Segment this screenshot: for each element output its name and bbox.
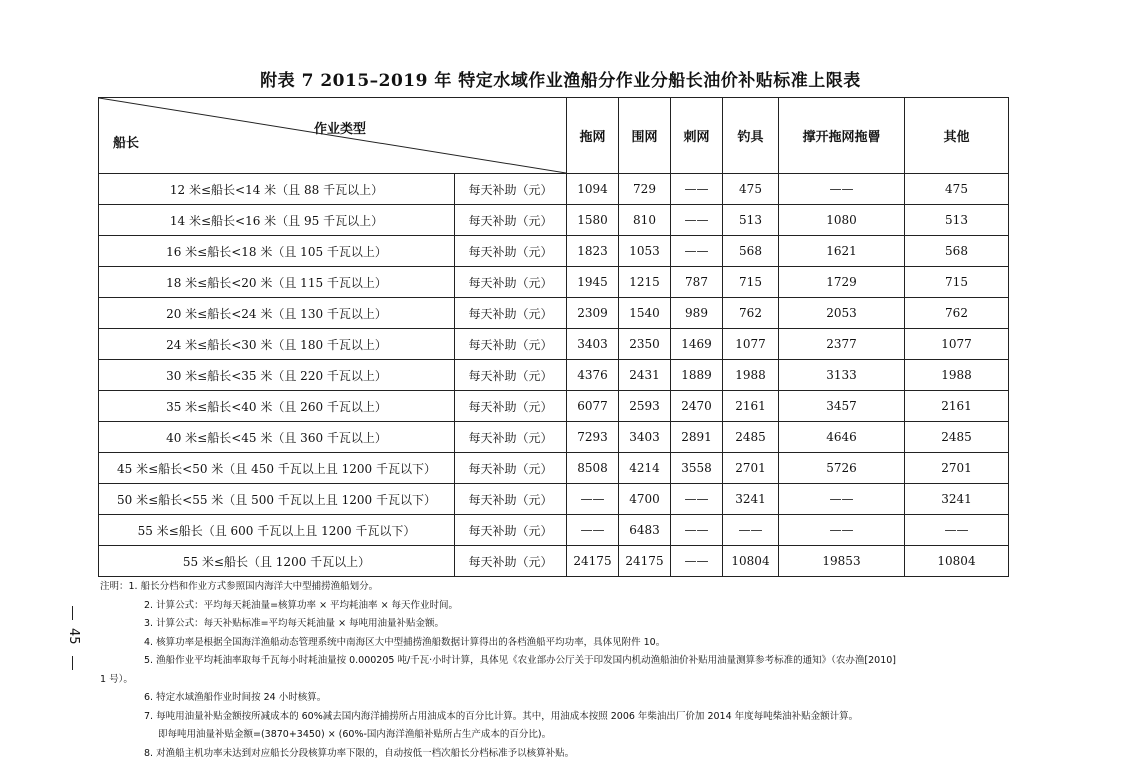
table-cell: 2350 (619, 329, 671, 360)
table-cell: 989 (671, 298, 723, 329)
table-cell: 1945 (567, 267, 619, 298)
row-label: 20 米≤船长<24 米（且 130 千瓦以上） (99, 298, 455, 329)
column-header: 钓具 (723, 98, 779, 174)
table-cell: 10804 (905, 546, 1009, 577)
document-title: 附表 7 2015–2019 年 特定水域作业渔船分作业分船长油价补贴标准上限表 (260, 71, 861, 91)
table-cell: 1540 (619, 298, 671, 329)
table-cell: —— (905, 515, 1009, 546)
table-cell: —— (779, 515, 905, 546)
table-cell: 3241 (723, 484, 779, 515)
table-cell: 1080 (779, 205, 905, 236)
table-cell: 475 (905, 174, 1009, 205)
table-cell: 715 (905, 267, 1009, 298)
row-label: 50 米≤船长<55 米（且 500 千瓦以上且 1200 千瓦以下） (99, 484, 455, 515)
row-unit: 每天补助（元） (455, 236, 567, 267)
note-line: 4. 核算功率是根据全国海洋渔船动态管理系统中南海区大中型捕捞渔船数据计算得出的各档渔船平均功率，具体见附件 10。 (144, 636, 666, 648)
table-cell: 2470 (671, 391, 723, 422)
table-cell: 2485 (723, 422, 779, 453)
table-cell: 3403 (619, 422, 671, 453)
corner-label-type: 作业类型 (313, 122, 366, 137)
table-cell: 2431 (619, 360, 671, 391)
table-cell: —— (567, 484, 619, 515)
row-unit: 每天补助（元） (455, 329, 567, 360)
table-cell: 24175 (567, 546, 619, 577)
row-label: 24 米≤船长<30 米（且 180 千瓦以上） (99, 329, 455, 360)
table-cell: 1077 (905, 329, 1009, 360)
note-line: 注明：1. 船长分档和作业方式参照国内海洋大中型捕捞渔船划分。 (100, 581, 379, 592)
table-row (99, 391, 1009, 422)
table-row (99, 484, 1009, 515)
row-unit: 每天补助（元） (455, 484, 567, 515)
table-cell: 1580 (567, 205, 619, 236)
table-row (99, 515, 1009, 546)
table-cell: 729 (619, 174, 671, 205)
column-header: 刺网 (671, 98, 723, 174)
table-row (99, 546, 1009, 577)
table-row (99, 174, 1009, 205)
table-cell: 1215 (619, 267, 671, 298)
table-cell: —— (671, 205, 723, 236)
table-cell: 1889 (671, 360, 723, 391)
table-cell: 4700 (619, 484, 671, 515)
page-number-rule (72, 656, 73, 670)
row-label: 35 米≤船长<40 米（且 260 千瓦以上） (99, 391, 455, 422)
row-label: 14 米≤船长<16 米（且 95 千瓦以上） (99, 205, 455, 236)
table-cell: —— (671, 484, 723, 515)
table-cell: 1729 (779, 267, 905, 298)
table-cell: 4376 (567, 360, 619, 391)
table-cell: 3241 (905, 484, 1009, 515)
table-row (99, 267, 1009, 298)
table-cell: —— (779, 174, 905, 205)
table-cell: 2309 (567, 298, 619, 329)
row-label: 16 米≤船长<18 米（且 105 千瓦以上） (99, 236, 455, 267)
table-cell: 3403 (567, 329, 619, 360)
table-row (99, 329, 1009, 360)
table-cell: 810 (619, 205, 671, 236)
table-body (99, 174, 1009, 577)
table-cell: 568 (905, 236, 1009, 267)
row-label: 55 米≤船长（且 600 千瓦以上且 1200 千瓦以下） (99, 515, 455, 546)
table-cell: 2485 (905, 422, 1009, 453)
table-cell: 3133 (779, 360, 905, 391)
note-line: 2. 计算公式：平均每天耗油量=核算功率 × 平均耗油率 × 每天作业时间。 (144, 599, 459, 611)
table-cell: —— (671, 236, 723, 267)
column-header: 拖网 (567, 98, 619, 174)
table-cell: 10804 (723, 546, 779, 577)
table-cell: —— (779, 484, 905, 515)
diagonal-header-cell (99, 98, 567, 174)
row-unit: 每天补助（元） (455, 267, 567, 298)
table-cell: 2701 (905, 453, 1009, 484)
table-cell: 1053 (619, 236, 671, 267)
table-cell: 2891 (671, 422, 723, 453)
note-line: 即每吨用油量补贴金额=(3870+3450) × (60%-国内海洋渔船补贴所占生产成本的百分比)。 (158, 729, 552, 740)
table-cell: 1988 (905, 360, 1009, 391)
row-unit: 每天补助（元） (455, 360, 567, 391)
table-cell: 4646 (779, 422, 905, 453)
table-row (99, 205, 1009, 236)
table-cell: 787 (671, 267, 723, 298)
table-cell: 2593 (619, 391, 671, 422)
note-line: 8. 对渔船主机功率未达到对应船长分段核算功率下限的，自动按低一档次船长分档标准予以核算补贴。 (144, 747, 575, 759)
row-label: 12 米≤船长<14 米（且 88 千瓦以上） (99, 174, 455, 205)
table-cell: —— (671, 546, 723, 577)
table-cell: 1621 (779, 236, 905, 267)
table-cell: 3457 (779, 391, 905, 422)
table-cell: 2161 (905, 391, 1009, 422)
table-cell: 568 (723, 236, 779, 267)
row-label: 30 米≤船长<35 米（且 220 千瓦以上） (99, 360, 455, 391)
table-cell: 513 (723, 205, 779, 236)
table-cell: 8508 (567, 453, 619, 484)
row-unit: 每天补助（元） (455, 298, 567, 329)
table-cell: 475 (723, 174, 779, 205)
table-cell: 19853 (779, 546, 905, 577)
table-cell: 4214 (619, 453, 671, 484)
table-row (99, 236, 1009, 267)
table-row (99, 298, 1009, 329)
note-line: 5. 渔船作业平均耗油率取每千瓦每小时耗油量按 0.000205 吨/千瓦·小时计算，具体见《农业部办公厅关于印发国内机动渔船油价补贴用油量测算参考标准的通知》（农办渔[2010] (144, 655, 897, 666)
note-line: 6. 特定水域渔船作业时间按 24 小时核算。 (144, 692, 327, 703)
note-line: 7. 每吨用油量补贴金额按所减成本的 60%减去国内海洋捕捞所占用油成本的百分比计算。其中，用油成本按照 2006 年柴油出厂价加 2014 年度每吨柴油补贴金额计算。 (144, 710, 859, 722)
table-cell: —— (567, 515, 619, 546)
table-cell: 1077 (723, 329, 779, 360)
row-label: 45 米≤船长<50 米（且 450 千瓦以上且 1200 千瓦以下） (99, 453, 455, 484)
table-cell: 24175 (619, 546, 671, 577)
table-cell: 2053 (779, 298, 905, 329)
row-label: 55 米≤船长（且 1200 千瓦以上） (99, 546, 455, 577)
note-line: 1 号）。 (100, 673, 133, 685)
table-cell: 6077 (567, 391, 619, 422)
table-cell: 5726 (779, 453, 905, 484)
table-cell: 1823 (567, 236, 619, 267)
row-unit: 每天补助（元） (455, 391, 567, 422)
table-cell: 2161 (723, 391, 779, 422)
row-unit: 每天补助（元） (455, 546, 567, 577)
table-cell: 715 (723, 267, 779, 298)
table-cell: 7293 (567, 422, 619, 453)
table-cell: 6483 (619, 515, 671, 546)
row-label: 40 米≤船长<45 米（且 360 千瓦以上） (99, 422, 455, 453)
footnotes (100, 578, 1060, 763)
table-cell: 1094 (567, 174, 619, 205)
table-cell: 513 (905, 205, 1009, 236)
table-cell: —— (671, 174, 723, 205)
row-unit: 每天补助（元） (455, 205, 567, 236)
row-unit: 每天补助（元） (455, 515, 567, 546)
row-label: 18 米≤船长<20 米（且 115 千瓦以上） (99, 267, 455, 298)
subsidy-table (98, 97, 1009, 577)
table-cell: —— (671, 515, 723, 546)
note-line: 3. 计算公式：每天补贴标准=平均每天耗油量 × 每吨用油量补贴金额。 (144, 618, 445, 629)
row-unit: 每天补助（元） (455, 174, 567, 205)
column-header: 撑开拖网拖罾 (779, 98, 905, 174)
table-cell: 3558 (671, 453, 723, 484)
page-number: 45 (66, 628, 81, 645)
corner-label-length: 船长 (113, 136, 140, 151)
table-cell: 762 (905, 298, 1009, 329)
table-cell: 1469 (671, 329, 723, 360)
table-cell: 2377 (779, 329, 905, 360)
row-unit: 每天补助（元） (455, 453, 567, 484)
table-cell: 762 (723, 298, 779, 329)
header-row (99, 98, 1009, 174)
table-row (99, 453, 1009, 484)
column-header: 其他 (905, 98, 1009, 174)
table-cell: 1988 (723, 360, 779, 391)
column-header: 围网 (619, 98, 671, 174)
table-row (99, 422, 1009, 453)
table-cell: —— (723, 515, 779, 546)
row-unit: 每天补助（元） (455, 422, 567, 453)
table-row (99, 360, 1009, 391)
table-cell: 2701 (723, 453, 779, 484)
page-number-rule (72, 606, 73, 620)
